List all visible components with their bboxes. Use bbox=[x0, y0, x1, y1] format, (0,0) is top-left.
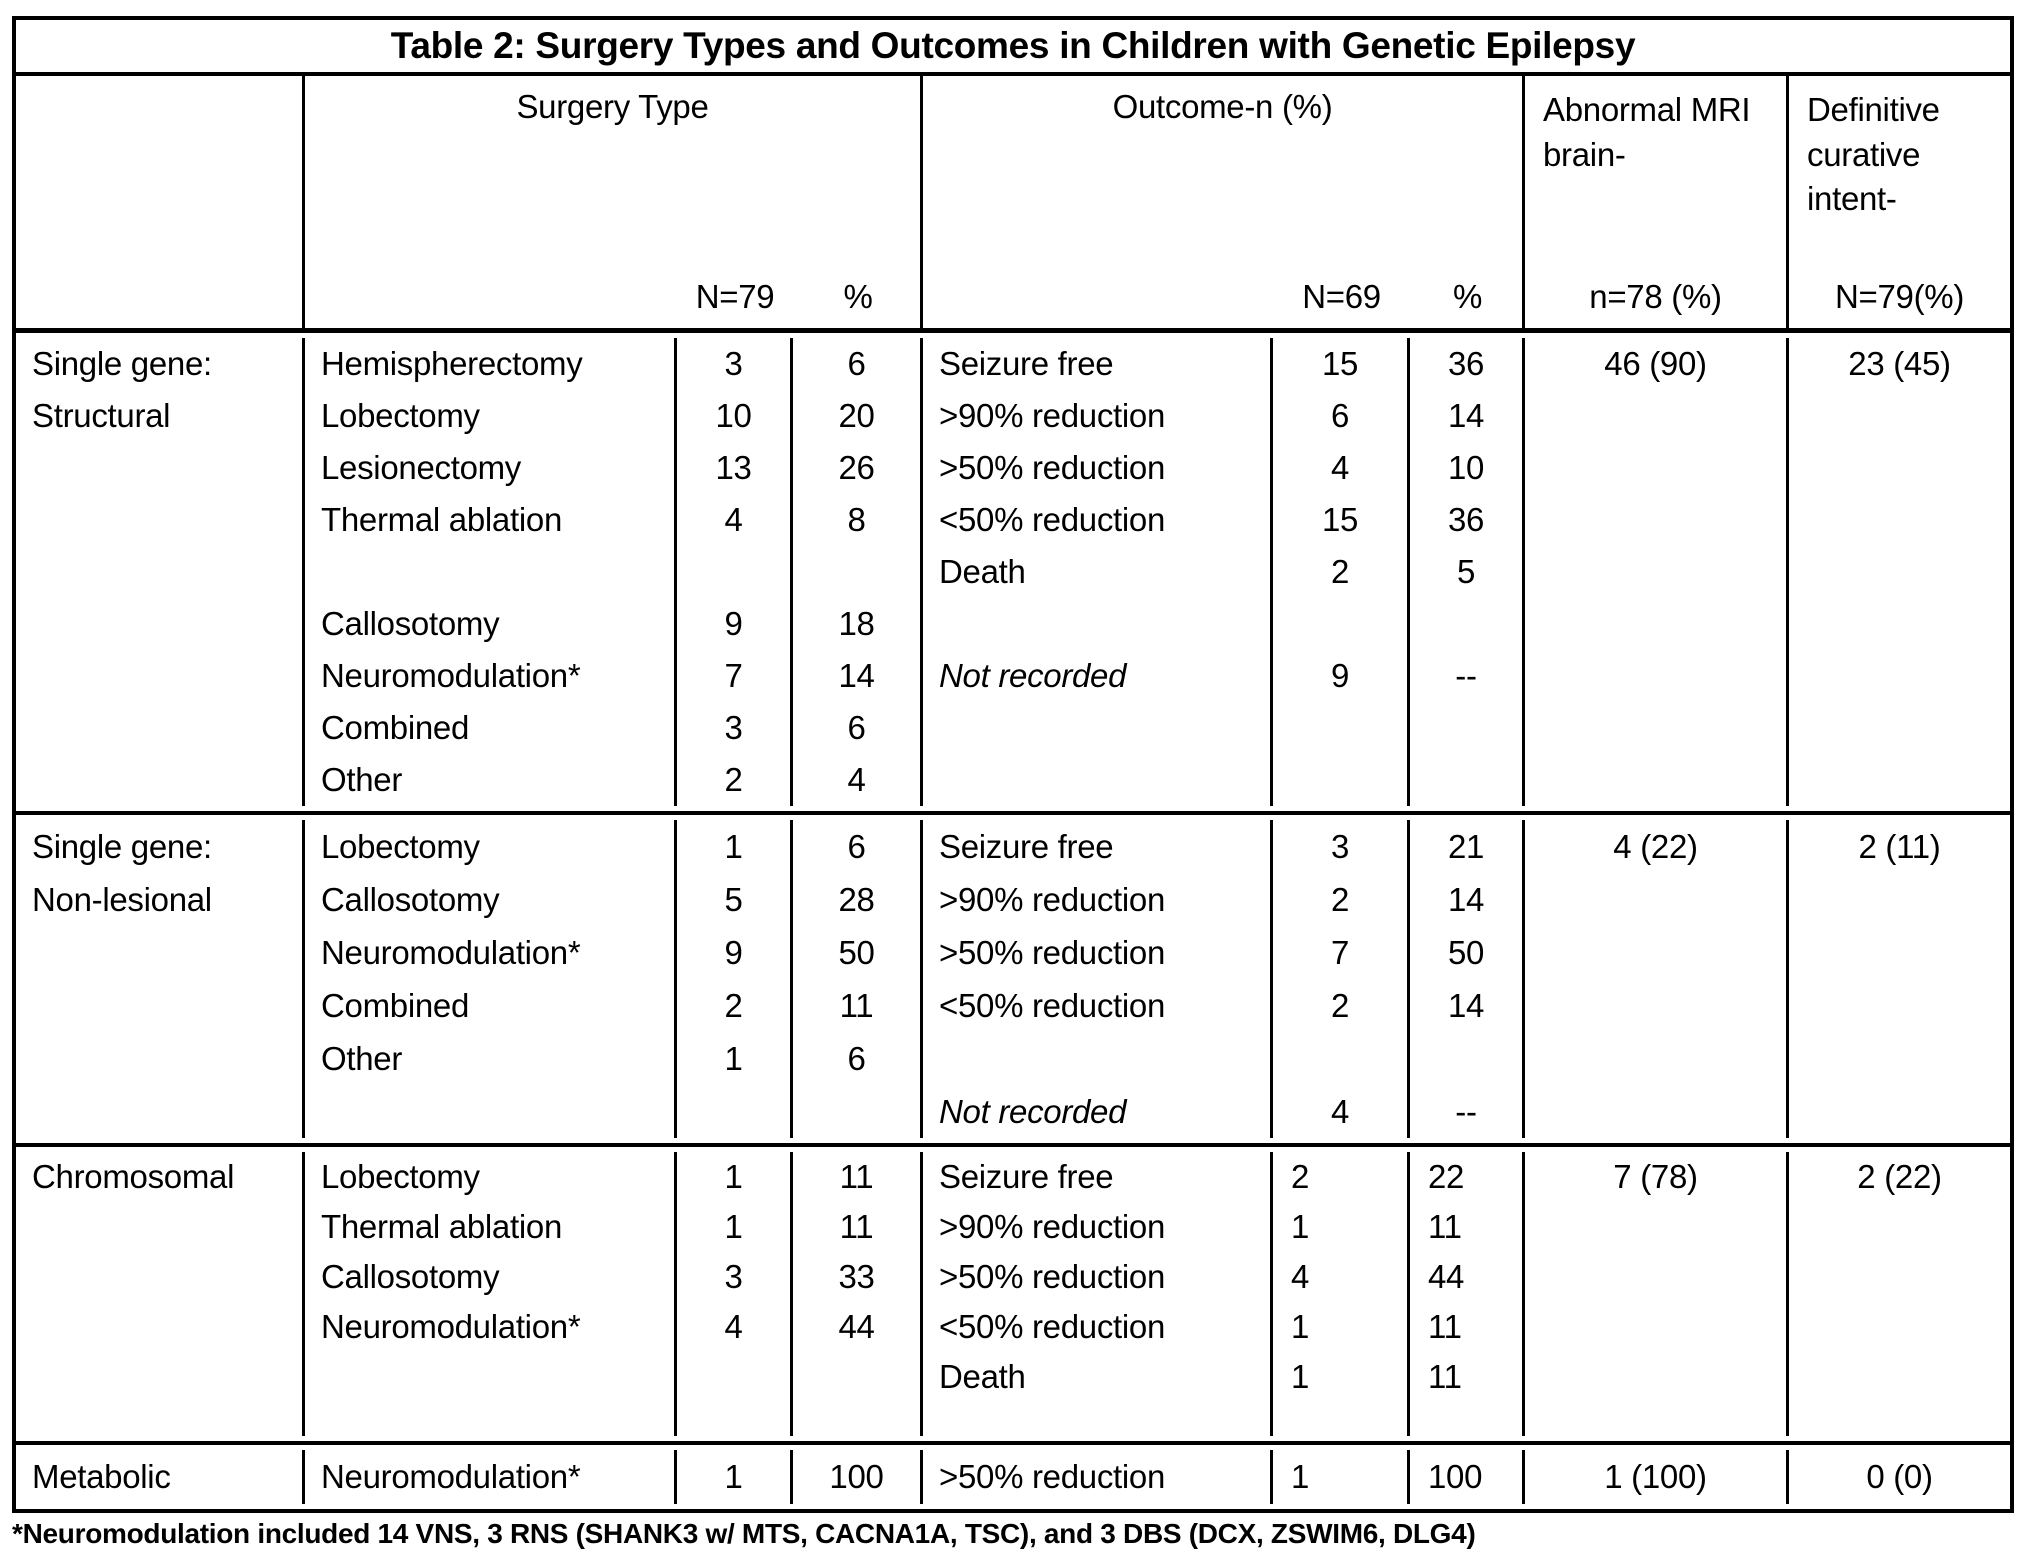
surgery-n bbox=[677, 1352, 790, 1402]
category-cell bbox=[16, 1152, 302, 1436]
outcome-name: <50% reduction bbox=[939, 501, 1166, 538]
surgery-name-cell bbox=[302, 1152, 674, 1436]
outcome-n-cell bbox=[1270, 338, 1407, 806]
surgery-pct: 11 bbox=[839, 986, 874, 1024]
surgery-n: 1 bbox=[724, 1039, 743, 1077]
surgery-pct: 6 bbox=[847, 1039, 866, 1077]
outcome-name: >50% reduction bbox=[939, 1458, 1166, 1495]
outcome-name: Seizure free bbox=[939, 345, 1114, 382]
surgery-name: Thermal ablation bbox=[321, 1208, 562, 1245]
footnote: *Neuromodulation included 14 VNS, 3 RNS (SHANK3 w/ MTS, CACNA1A, TSC), and 3 DBS (DCX, ZSWIM6, DLG4) bbox=[12, 1518, 1476, 1549]
surgery-n: 2 bbox=[724, 761, 743, 798]
table-section bbox=[16, 333, 2010, 811]
outcome-pct bbox=[1410, 1032, 1522, 1085]
outcome-name: <50% reduction bbox=[939, 986, 1166, 1024]
surgery-name bbox=[305, 1352, 674, 1402]
category-cell bbox=[16, 1450, 302, 1504]
curative-value-cell bbox=[1786, 338, 2010, 806]
curative-header-label: Definitive curative intent- bbox=[1807, 91, 1940, 218]
surgery-name-subheader bbox=[305, 278, 677, 316]
surgery-n: 5 bbox=[724, 880, 743, 918]
surgery-n: 13 bbox=[715, 449, 752, 486]
outcome-n-cell bbox=[1270, 1152, 1407, 1436]
mri-value-cell bbox=[1522, 338, 1786, 806]
outcome-pct: 21 bbox=[1447, 827, 1485, 865]
outcome-pct: -- bbox=[1455, 657, 1477, 694]
outcome-name: Death bbox=[939, 1358, 1026, 1395]
outcome-subheader-row bbox=[923, 278, 1522, 316]
outcome-n-cell bbox=[1270, 820, 1407, 1138]
outcome-n bbox=[1273, 702, 1407, 754]
surgery-name: Other bbox=[321, 1039, 403, 1077]
mri-value: 1 (100) bbox=[1604, 1458, 1707, 1495]
outcome-n: 6 bbox=[1330, 397, 1350, 434]
outcome-header-cell bbox=[920, 76, 1522, 328]
table-section bbox=[16, 811, 2010, 1143]
outcome-pct bbox=[1410, 754, 1522, 806]
curative-value: 2 (11) bbox=[1858, 827, 1941, 865]
table-title: Table 2: Surgery Types and Outcomes in Children with Genetic Epilepsy bbox=[16, 20, 2010, 76]
surgery-n: 2 bbox=[724, 986, 743, 1024]
outcome-n bbox=[1273, 598, 1407, 650]
curative-value-cell bbox=[1786, 820, 2010, 1138]
surgery-name: Neuromodulation* bbox=[321, 1458, 581, 1495]
surgery-pct bbox=[793, 1352, 920, 1402]
curative-value-cell bbox=[1786, 1450, 2010, 1504]
outcome-name: >50% reduction bbox=[939, 933, 1166, 971]
surgery-n: 1 bbox=[724, 1208, 743, 1245]
outcome-pct: 14 bbox=[1447, 397, 1485, 434]
outcome-pct: 50 bbox=[1447, 933, 1485, 971]
surgery-pct: 50 bbox=[838, 933, 875, 971]
surgery-pct-cell bbox=[790, 1152, 920, 1436]
outcome-n: 1 bbox=[1291, 1358, 1310, 1395]
category-label: Single gene: bbox=[32, 827, 212, 865]
outcome-pct: -- bbox=[1455, 1092, 1477, 1130]
surgery-n: 3 bbox=[724, 1258, 743, 1295]
surgery-name: Lobectomy bbox=[321, 397, 480, 434]
surgery-name: Neuromodulation* bbox=[321, 657, 581, 694]
outcome-name: Not recorded bbox=[939, 1092, 1127, 1130]
surgery-pct: 18 bbox=[838, 605, 875, 642]
surgery-name: Callosotomy bbox=[321, 1258, 500, 1295]
outcome-pct: 11 bbox=[1428, 1208, 1462, 1245]
surgery-pct: 26 bbox=[838, 449, 875, 486]
outcome-pct: 36 bbox=[1447, 501, 1485, 538]
surgery-pct: 14 bbox=[838, 657, 875, 694]
surgery-n: 9 bbox=[724, 933, 743, 971]
outcome-name bbox=[923, 702, 1270, 754]
surgery-n-cell bbox=[674, 338, 790, 806]
outcome-n: 15 bbox=[1321, 501, 1359, 538]
surgery-n bbox=[677, 1085, 790, 1138]
surgery-pct: 8 bbox=[847, 501, 866, 538]
surgery-n: 10 bbox=[715, 397, 752, 434]
surgery-n: 3 bbox=[724, 709, 743, 746]
table-2 bbox=[12, 16, 2014, 1513]
surgery-pct: 6 bbox=[847, 709, 866, 746]
outcome-n: 4 bbox=[1330, 1092, 1350, 1130]
surgery-name-cell bbox=[302, 820, 674, 1138]
outcome-name-cell bbox=[920, 338, 1270, 806]
outcome-n: 2 bbox=[1291, 1158, 1310, 1195]
outcome-pct-subheader: % bbox=[1452, 278, 1483, 315]
table-sections bbox=[16, 333, 2010, 1509]
surgery-pct: 11 bbox=[839, 1158, 874, 1195]
category-cell bbox=[16, 338, 302, 806]
outcome-pct bbox=[1410, 702, 1522, 754]
outcome-n: 1 bbox=[1291, 1208, 1310, 1245]
outcome-n-cell bbox=[1270, 1450, 1407, 1504]
outcome-name: Seizure free bbox=[939, 827, 1114, 865]
mri-value-cell bbox=[1522, 1450, 1786, 1504]
corner-cell bbox=[16, 76, 302, 328]
curative-value: 2 (22) bbox=[1857, 1158, 1942, 1195]
outcome-n bbox=[1273, 754, 1407, 806]
table-section bbox=[16, 1143, 2010, 1441]
outcome-n: 2 bbox=[1330, 986, 1350, 1024]
outcome-n: 15 bbox=[1321, 345, 1359, 382]
mri-value: 7 (78) bbox=[1613, 1158, 1698, 1195]
mri-header-cell bbox=[1522, 76, 1786, 328]
category-label: Single gene: bbox=[32, 345, 212, 382]
outcome-name: Death bbox=[939, 553, 1026, 590]
outcome-pct: 11 bbox=[1428, 1308, 1462, 1345]
outcome-name-cell bbox=[920, 1450, 1270, 1504]
outcome-name: Seizure free bbox=[939, 1158, 1114, 1195]
outcome-n: 2 bbox=[1330, 880, 1350, 918]
outcome-name-subheader bbox=[923, 278, 1273, 316]
outcome-pct: 11 bbox=[1428, 1358, 1462, 1395]
outcome-pct: 14 bbox=[1447, 986, 1485, 1024]
outcome-pct: 36 bbox=[1447, 345, 1485, 382]
outcome-n: 4 bbox=[1330, 449, 1350, 486]
mri-header-label: Abnormal MRI brain- bbox=[1543, 91, 1751, 173]
table-header bbox=[16, 76, 2010, 333]
surgery-pct bbox=[793, 1085, 920, 1138]
surgery-pct bbox=[793, 546, 920, 598]
surgery-n-cell bbox=[674, 820, 790, 1138]
surgery-name: Neuromodulation* bbox=[321, 933, 581, 971]
surgery-n-cell bbox=[674, 1152, 790, 1436]
outcome-name: >50% reduction bbox=[939, 449, 1166, 486]
outcome-pct-cell bbox=[1407, 1152, 1522, 1436]
surgery-pct: 6 bbox=[847, 827, 866, 865]
surgery-type-header-cell bbox=[302, 76, 920, 328]
outcome-pct-cell bbox=[1407, 338, 1522, 806]
outcome-pct: 22 bbox=[1428, 1158, 1465, 1195]
category-label: Non-lesional bbox=[32, 880, 212, 918]
category-cell bbox=[16, 820, 302, 1138]
surgery-pct: 11 bbox=[839, 1208, 874, 1245]
surgery-name: Lobectomy bbox=[321, 827, 480, 865]
outcome-name bbox=[923, 598, 1270, 650]
surgery-n-cell bbox=[674, 1450, 790, 1504]
curative-header-cell bbox=[1786, 76, 2010, 328]
surgery-n: 4 bbox=[724, 501, 743, 538]
surgery-name bbox=[305, 546, 674, 598]
outcome-name: >90% reduction bbox=[939, 1208, 1166, 1245]
outcome-n: 1 bbox=[1291, 1458, 1310, 1495]
surgery-pct-cell bbox=[790, 1450, 920, 1504]
outcome-name: Not recorded bbox=[939, 657, 1127, 694]
surgery-name: Other bbox=[321, 761, 403, 798]
surgery-pct: 44 bbox=[838, 1308, 875, 1345]
mri-value-cell bbox=[1522, 820, 1786, 1138]
outcome-n: 9 bbox=[1330, 657, 1350, 694]
surgery-name bbox=[305, 1085, 674, 1138]
category-label: Metabolic bbox=[32, 1458, 171, 1495]
surgery-name: Neuromodulation* bbox=[321, 1308, 581, 1345]
outcome-n: 4 bbox=[1291, 1258, 1310, 1295]
outcome-name-cell bbox=[920, 1152, 1270, 1436]
outcome-n bbox=[1273, 1032, 1407, 1085]
outcome-n: 2 bbox=[1330, 553, 1350, 590]
surgery-n: 3 bbox=[724, 345, 743, 382]
surgery-n: 9 bbox=[724, 605, 743, 642]
surgery-name: Hemispherectomy bbox=[321, 345, 583, 382]
outcome-name bbox=[923, 1032, 1270, 1085]
mri-value: 4 (22) bbox=[1613, 827, 1698, 865]
surgery-n-subheader: N=79 bbox=[695, 278, 775, 315]
outcome-pct: 10 bbox=[1447, 449, 1485, 486]
table-section bbox=[16, 1441, 2010, 1509]
curative-subheader: N=79(%) bbox=[1834, 278, 1965, 315]
surgery-pct-cell bbox=[790, 820, 920, 1138]
outcome-pct bbox=[1410, 598, 1522, 650]
outcome-name-cell bbox=[920, 820, 1270, 1138]
surgery-pct-cell bbox=[790, 338, 920, 806]
outcome-header-label: Outcome-n (%) bbox=[1112, 88, 1333, 125]
curative-value-cell bbox=[1786, 1152, 2010, 1436]
outcome-pct-cell bbox=[1407, 1450, 1522, 1504]
outcome-name: <50% reduction bbox=[939, 1308, 1166, 1345]
outcome-n: 7 bbox=[1330, 933, 1350, 971]
surgery-n: 7 bbox=[724, 657, 743, 694]
surgery-n: 1 bbox=[724, 827, 743, 865]
curative-value: 23 (45) bbox=[1848, 345, 1951, 382]
surgery-name: Combined bbox=[321, 709, 470, 746]
surgery-n: 1 bbox=[724, 1458, 743, 1495]
surgery-name: Combined bbox=[321, 986, 470, 1024]
mri-value-cell bbox=[1522, 1152, 1786, 1436]
surgery-name: Thermal ablation bbox=[321, 501, 562, 538]
outcome-n-subheader: N=69 bbox=[1302, 278, 1381, 315]
surgery-pct: 6 bbox=[847, 345, 866, 382]
category-label: Chromosomal bbox=[32, 1158, 235, 1195]
outcome-name: >90% reduction bbox=[939, 397, 1166, 434]
outcome-n: 1 bbox=[1291, 1308, 1310, 1345]
surgery-name: Callosotomy bbox=[321, 605, 500, 642]
surgery-pct: 100 bbox=[829, 1458, 884, 1495]
surgery-pct: 20 bbox=[838, 397, 875, 434]
curative-value: 0 (0) bbox=[1866, 1458, 1933, 1495]
mri-subheader: n=78 (%) bbox=[1589, 278, 1722, 315]
surgery-name: Callosotomy bbox=[321, 880, 500, 918]
surgery-name: Lesionectomy bbox=[321, 449, 522, 486]
outcome-pct: 100 bbox=[1428, 1458, 1483, 1495]
mri-value: 46 (90) bbox=[1604, 345, 1707, 382]
surgery-n bbox=[677, 546, 790, 598]
surgery-type-header-label: Surgery Type bbox=[516, 88, 709, 125]
outcome-pct: 14 bbox=[1447, 880, 1485, 918]
surgery-pct-subheader: % bbox=[843, 278, 873, 315]
outcome-n: 3 bbox=[1330, 827, 1350, 865]
surgery-pct: 28 bbox=[838, 880, 875, 918]
outcome-name: >90% reduction bbox=[939, 880, 1166, 918]
outcome-pct: 44 bbox=[1428, 1258, 1465, 1295]
outcome-pct: 5 bbox=[1456, 553, 1476, 590]
surgery-subheader-row bbox=[305, 278, 920, 316]
surgery-name: Lobectomy bbox=[321, 1158, 480, 1195]
outcome-pct-cell bbox=[1407, 820, 1522, 1138]
outcome-name: >50% reduction bbox=[939, 1258, 1166, 1295]
outcome-name bbox=[923, 754, 1270, 806]
surgery-pct: 33 bbox=[838, 1258, 875, 1295]
category-label: Structural bbox=[32, 397, 171, 434]
surgery-n: 1 bbox=[724, 1158, 743, 1195]
surgery-pct: 4 bbox=[847, 761, 866, 798]
surgery-name-cell bbox=[302, 338, 674, 806]
surgery-n: 4 bbox=[724, 1308, 743, 1345]
surgery-name-cell bbox=[302, 1450, 674, 1504]
